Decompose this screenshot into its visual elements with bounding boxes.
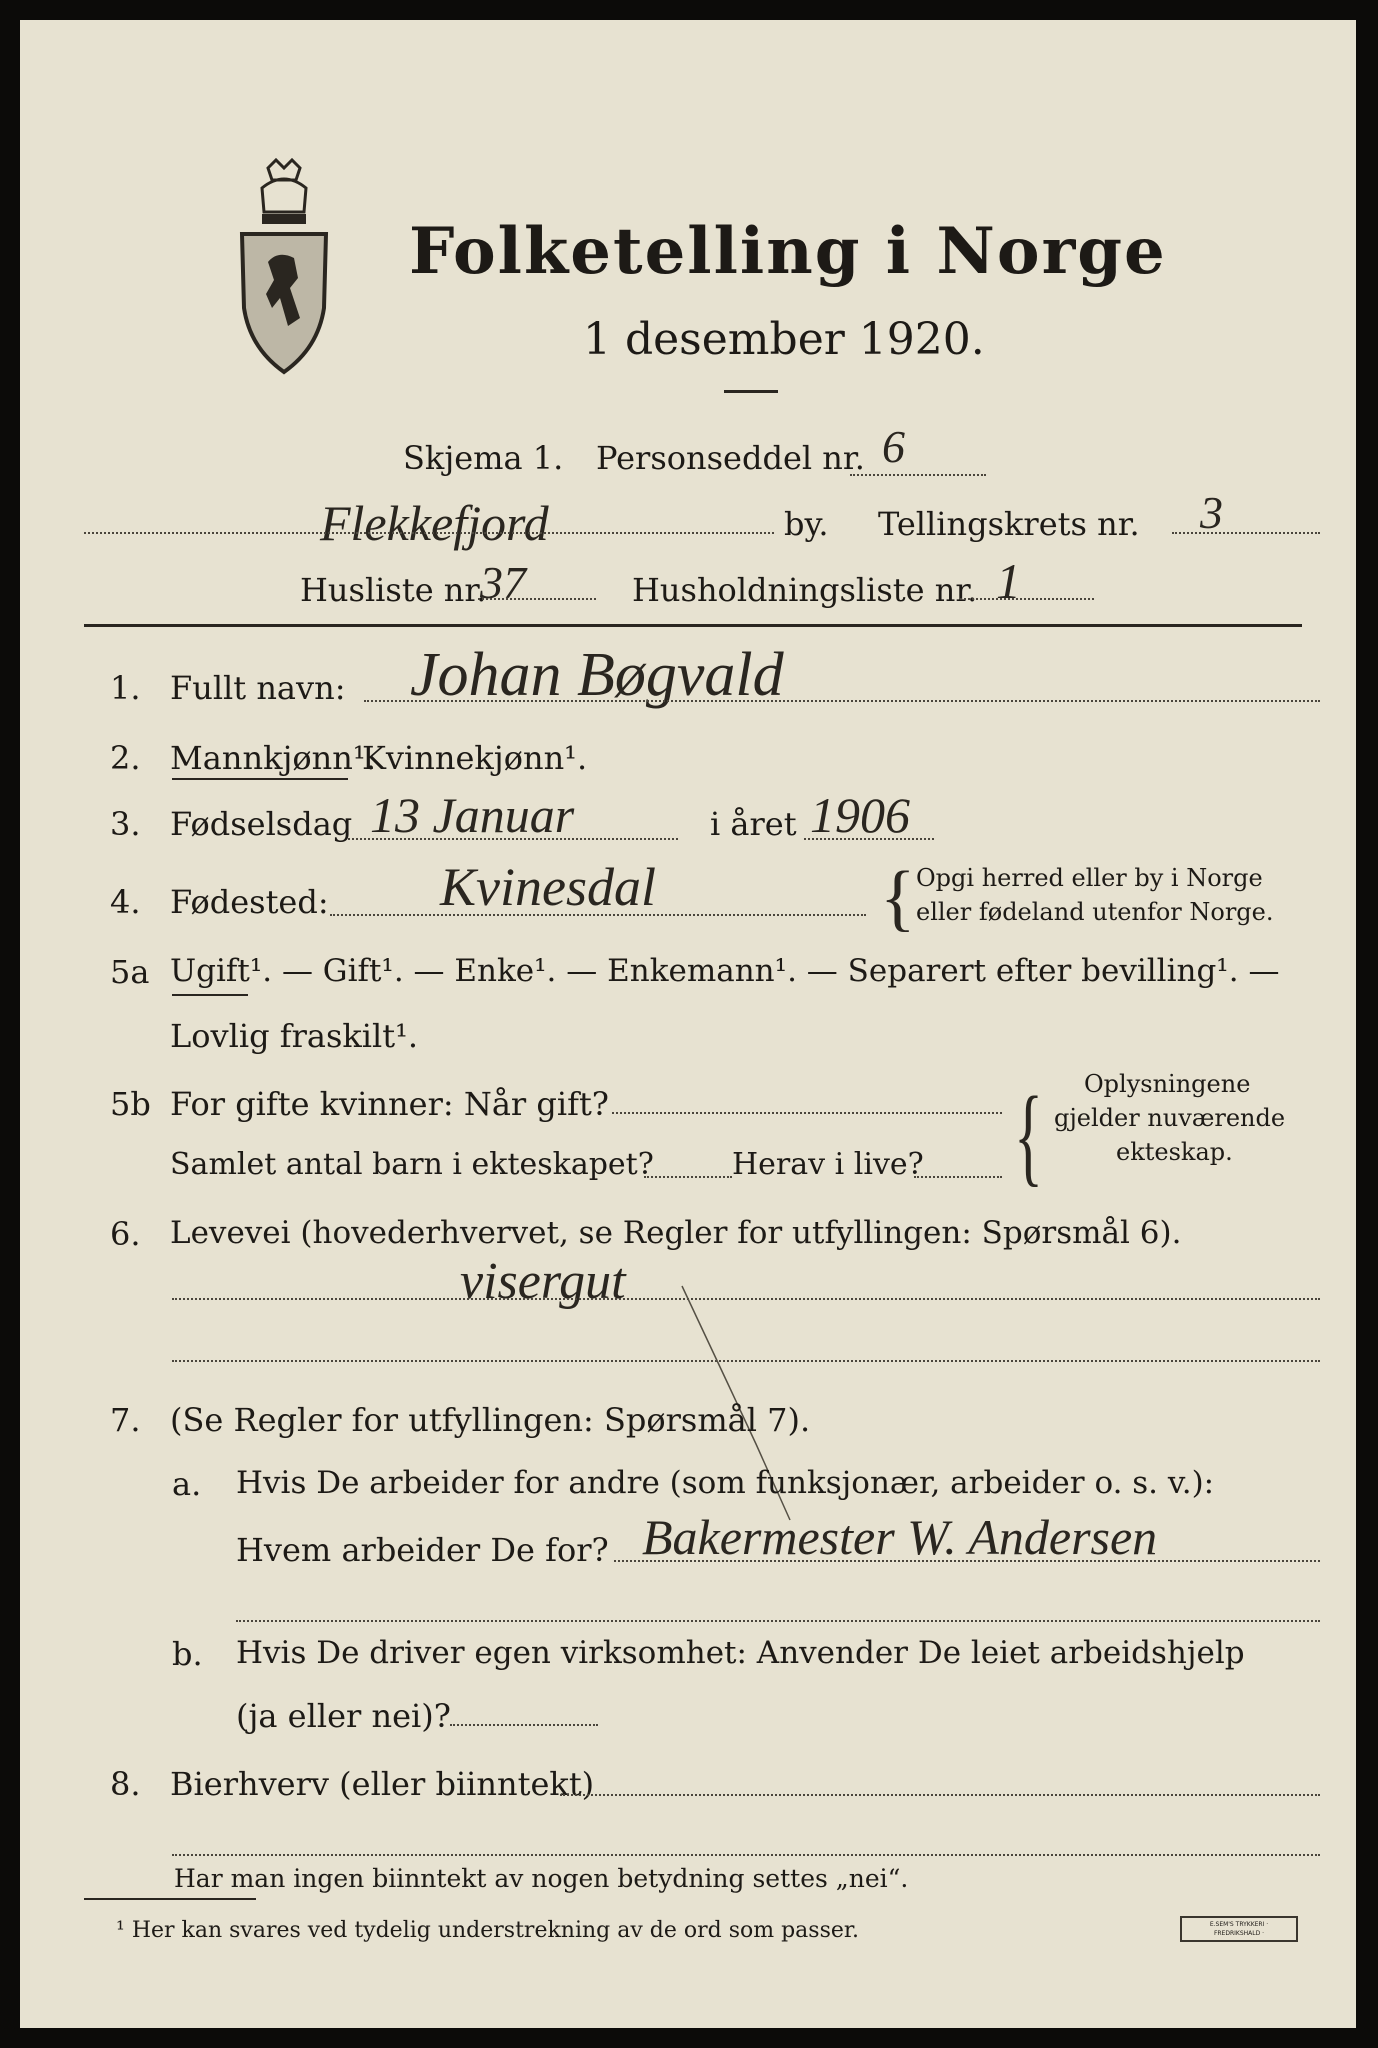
q5b-label-1: For gifte kvinner: Når gift?	[170, 1085, 609, 1123]
q1-value[interactable]: Johan Bøgvald	[410, 641, 784, 709]
q1-line	[364, 700, 1320, 702]
q1-number: 1.	[110, 669, 141, 707]
personseddel-label: Personseddel nr.	[596, 439, 865, 477]
q3-year-value[interactable]: 1906	[810, 787, 910, 843]
personseddel-value[interactable]: 6	[882, 421, 905, 472]
q5b-label-2: Samlet antal barn i ekteskapet?	[170, 1147, 654, 1182]
q2-male[interactable]: Mannkjønn¹.	[170, 739, 376, 777]
form-title: Folketelling i Norge	[409, 214, 1167, 289]
q4-brace: {	[880, 857, 916, 939]
q3-year-line	[804, 838, 934, 840]
q6-number: 6.	[110, 1215, 141, 1253]
printer-stamp	[1180, 1916, 1298, 1942]
title-divider	[724, 390, 778, 393]
q8-line-2	[172, 1854, 1320, 1856]
q5a-ugift-underline	[172, 994, 248, 996]
q4-line	[330, 914, 866, 916]
q2-number: 2.	[110, 739, 141, 777]
q7-number: 7.	[110, 1401, 141, 1439]
footnote-rule	[84, 1898, 256, 1900]
census-form	[20, 20, 1356, 2028]
q7b-answer-line	[450, 1724, 598, 1726]
q4-value[interactable]: Kvinesdal	[440, 857, 656, 917]
q3-number: 3.	[110, 805, 141, 843]
q4-note-1: Opgi herred eller by i Norge	[916, 864, 1263, 892]
husliste-line	[478, 598, 596, 600]
q2-male-underline	[172, 778, 348, 780]
q5b-note-3: ekteskap.	[1116, 1138, 1233, 1166]
town-line	[84, 532, 774, 534]
q5b-note-1: Oplysningene	[1084, 1070, 1251, 1098]
q7a-value[interactable]: Bakermester W. Andersen	[642, 1509, 1158, 1565]
q8-label: Bierhverv (eller biinntekt)	[170, 1765, 595, 1803]
q4-note-2: eller fødeland utenfor Norge.	[916, 898, 1274, 926]
header-rule	[84, 624, 1302, 627]
q6-label: Levevei (hovederhvervet, se Regler for utfyllingen: Spørsmål 6).	[170, 1215, 1182, 1251]
tellingskrets-line	[1172, 532, 1320, 534]
tellingskrets-value[interactable]: 3	[1200, 487, 1223, 538]
q5b-line-1	[612, 1112, 1002, 1114]
q5b-line-2	[644, 1176, 732, 1178]
q5a-options[interactable]: Ugift¹. — Gift¹. — Enke¹. — Enkemann¹. — Separert efter bevilling¹. —	[170, 953, 1280, 989]
q2-female[interactable]: Kvinnekjønn¹.	[362, 739, 588, 777]
q8-note: Har man ingen biinntekt av nogen betydning settes „nei“.	[174, 1864, 909, 1893]
q7-label: (Se Regler for utfyllingen: Spørsmål 7).	[170, 1401, 811, 1439]
personseddel-line	[850, 474, 986, 476]
q5b-label-3: Herav i live?	[732, 1147, 924, 1182]
q5b-note-2: gjelder nuværende	[1054, 1104, 1286, 1132]
q7b-line-1: Hvis De driver egen virksomhet: Anvender De leiet arbeidshjelp	[236, 1635, 1245, 1671]
q5a-options-2[interactable]: Lovlig fraskilt¹.	[170, 1017, 419, 1055]
coat-of-arms-icon	[238, 158, 330, 376]
q6-value[interactable]: visergut	[460, 1253, 626, 1310]
q3-year-label: i året	[710, 805, 797, 843]
q7b-letter: b.	[172, 1635, 203, 1673]
by-label: by.	[784, 505, 829, 543]
q7a-line-1: Hvis De arbeider for andre (som funksjonær, arbeider o. s. v.):	[236, 1465, 1215, 1501]
q3-day-value[interactable]: 13 Januar	[370, 787, 575, 843]
q7a-letter: a.	[172, 1465, 202, 1503]
q7a-line-2: Hvem arbeider De for?	[236, 1531, 609, 1569]
q8-number: 8.	[110, 1765, 141, 1803]
husliste-value[interactable]: 37	[480, 557, 526, 608]
tellingskrets-label: Tellingskrets nr.	[878, 505, 1140, 543]
q4-number: 4.	[110, 883, 141, 921]
q5a-number: 5a	[110, 953, 150, 991]
q1-label: Fullt navn:	[170, 669, 346, 707]
husholdning-line	[960, 598, 1094, 600]
q5b-line-3	[914, 1176, 1002, 1178]
q3-label: Fødselsdag	[170, 805, 353, 843]
skjema-label: Skjema 1.	[403, 439, 564, 477]
printer-stamp-text: E.SEM'S TRYKKERI · FREDRIKSHALD ·	[1209, 1921, 1269, 1937]
q5b-number: 5b	[110, 1085, 151, 1123]
form-date: 1 desember 1920.	[583, 314, 985, 365]
q7b-line-2: (ja eller nei)?	[236, 1697, 451, 1735]
q7a-line-extra	[236, 1620, 1320, 1622]
q7a-line-value	[614, 1560, 1320, 1562]
q4-label: Fødested:	[170, 883, 329, 921]
husholdning-value[interactable]: 1	[996, 553, 1021, 609]
q8-line-1	[560, 1794, 1320, 1796]
footnote: ¹ Her kan svares ved tydelig understrekning av de ord som passer.	[116, 1918, 859, 1943]
q5b-brace: {	[1014, 1074, 1044, 1196]
husliste-label: Husliste nr.	[300, 571, 487, 609]
husholdning-label: Husholdningsliste nr.	[632, 571, 978, 609]
town-value[interactable]: Flekkefjord	[320, 495, 549, 551]
q3-day-line	[348, 838, 678, 840]
